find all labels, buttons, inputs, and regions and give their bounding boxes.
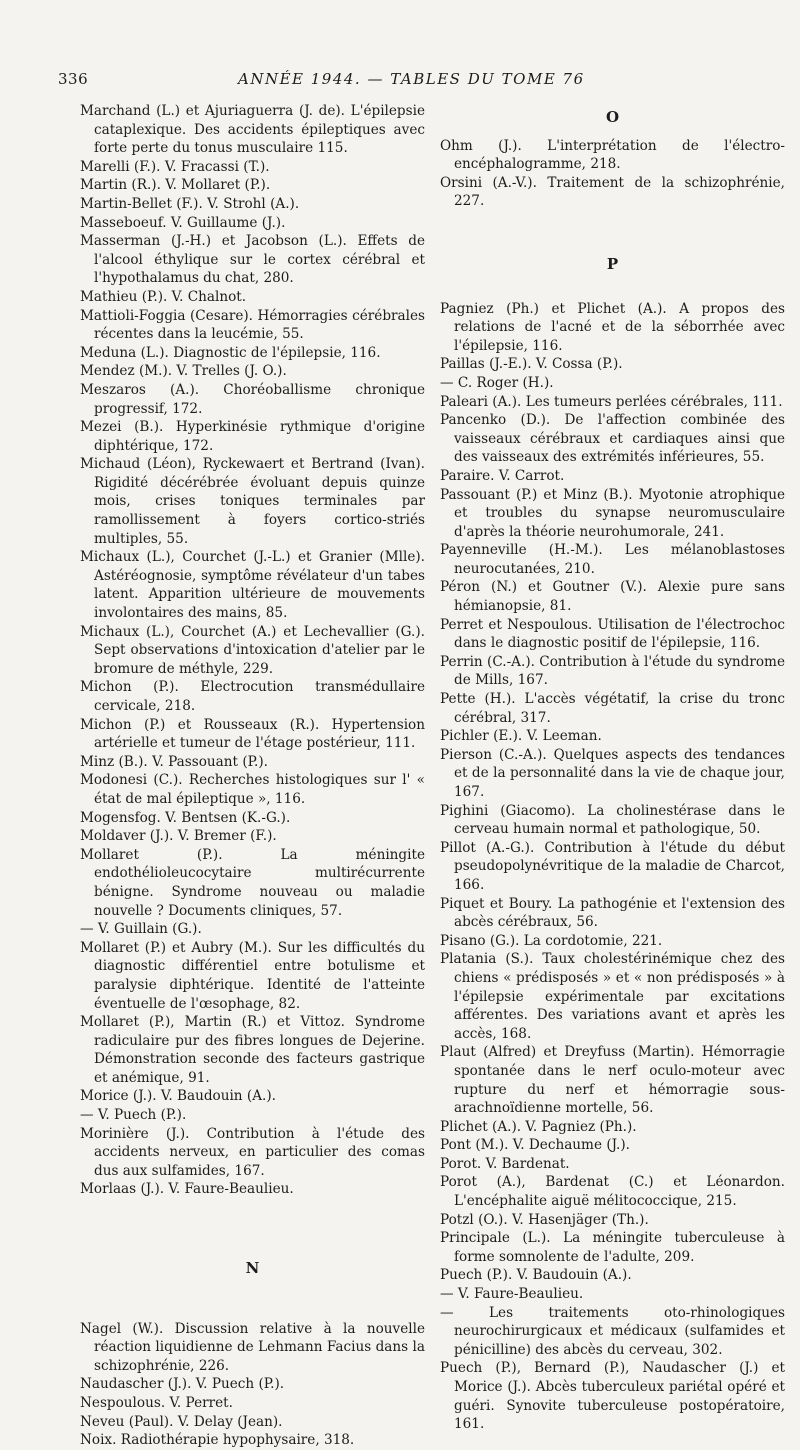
index-entry: Paillas (J.-E.). V. Cossa (P.). — [440, 356, 623, 373]
index-entry: Pillot (A.-G.). Contribution à l'étude du début pseudopolynévritique de la maladie de Charcot, 166. — [440, 839, 785, 893]
index-entry: Potzl (O.). V. Hasenjäger (Th.). — [440, 1211, 649, 1228]
index-entry: Puech (P.), Bernard (P.), Naudascher (J.) et Morice (J.). Abcès tuberculeux pariétal opéré et guéri. Synovite tuberculeuse postopératoire, 161. — [440, 1360, 785, 1433]
index-entry: Principale (L.). La méningite tuberculeuse à forme somnolente de l'adulte, 209. — [440, 1230, 785, 1265]
index-entry: Paleari (A.). Les tumeurs perlées cérébrales, 111. — [440, 393, 783, 410]
index-entry: Michon (P.) et Rousseaux (R.). Hypertension artérielle et tumeur de l'étage postérieur, 111. — [80, 716, 425, 752]
index-entry: Mattioli-Foggia (Cesare). Hémorragies cérébrales récentes dans la leucémie, 55. — [80, 307, 425, 343]
index-list-n — [80, 1320, 425, 1450]
index-entry: Martin (R.). V. Mollaret (P.). — [80, 177, 271, 194]
index-entry: Morlaas (J.). V. Faure-Beaulieu. — [80, 1181, 294, 1198]
right-column — [440, 102, 785, 1434]
index-entry: Puech (P.). V. Baudouin (A.). — [440, 1267, 632, 1284]
index-entry: Marchand (L.) et Ajuriaguerra (J. de). L'épilepsie cataplexique. Des accidents épileptiques avec forte perte du tonus musculaire 115. — [80, 103, 425, 157]
index-entry: Michon (P.). Electrocution transmédullaire cervicale, 218. — [80, 679, 425, 714]
index-list-p — [440, 300, 785, 1434]
index-entry: Platania (S.). Taux cholestérinémique chez des chiens « prédisposés » et « non prédisposés » à l'épilepsie expérimentale par excitations afférentes. Des variations avant et après les accès, 168. — [440, 951, 785, 1042]
index-entry: Porot. V. Bardenat. — [440, 1155, 570, 1172]
index-entry: Morice (J.). V. Baudouin (A.). — [80, 1088, 276, 1105]
index-list-o — [440, 137, 785, 211]
page-title: ANNÉE 1944. — TABLES DU TOME 76 — [238, 70, 585, 88]
index-entry: Mathieu (P.). V. Chalnot. — [80, 288, 247, 305]
index-entry: Ohm (J.). L'interprétation de l'électro-encéphalogramme, 218. — [440, 137, 785, 173]
index-entry: Martin-Bellet (F.). V. Strohl (A.). — [80, 195, 300, 212]
index-entry: Mollaret (P.) et Aubry (M.). Sur les difficultés du diagnostic différentiel entre botulisme et paralysie diphtérique. Identité de l'atteinte éventuelle de l'œsophage, 82. — [80, 939, 425, 1012]
index-entry: Plaut (Alfred) et Dreyfuss (Martin). Hémorragie spontanée dans le nerf oculo-moteur avec rupture du nerf et hémorragie sous-arachnoïdienne mortelle, 56. — [440, 1044, 785, 1117]
index-entry: — Les traitements oto-rhinologiques neurochirurgicaux et médicaux (sulfamides et pénicilline) des abcès du cerveau, 302. — [440, 1304, 785, 1358]
index-entry: Neveu (Paul). V. Delay (Jean). — [80, 1413, 283, 1430]
section-letter-p: P — [606, 254, 619, 273]
index-entry: Pisano (G.). La cordotomie, 221. — [440, 932, 663, 949]
index-entry: — V. Faure-Beaulieu. — [440, 1286, 584, 1303]
index-entry: Mollaret (P.), Martin (R.) et Vittoz. Syndrome radiculaire pur des fibres longues de Dejerine. Démonstration seconde des facteurs gastrique et anémique, 91. — [80, 1014, 425, 1086]
index-entry: Modonesi (C.). Recherches histologiques sur l' « état de mal épileptique », 116. — [80, 772, 425, 807]
section-letter-n: N — [245, 1259, 260, 1278]
index-entry: Masseboeuf. V. Guillaume (J.). — [80, 214, 286, 231]
index-entry: Moldaver (J.). V. Bremer (F.). — [80, 828, 277, 845]
index-entry: Péron (N.) et Goutner (V.). Alexie pure sans hémianopsie, 81. — [440, 579, 785, 615]
section-letter-o: O — [605, 108, 620, 126]
index-entry: Pont (M.). V. Dechaume (J.). — [440, 1137, 630, 1154]
index-entry: Pichler (E.). V. Leeman. — [440, 728, 602, 745]
index-entry: Pighini (Giacomo). La cholinestérase dans le cerveau humain normal et pathologique, 50. — [440, 802, 785, 838]
index-entry: Minz (B.). V. Passouant (P.). — [80, 753, 268, 770]
index-entry: Mendez (M.). V. Trelles (J. O.). — [80, 363, 287, 380]
index-entry: Pette (H.). L'accès végétatif, la crise du tronc cérébral, 317. — [440, 691, 785, 726]
index-entry: Piquet et Boury. La pathogénie et l'extension des abcès cérébraux, 56. — [440, 895, 785, 931]
index-entry: Orsini (A.-V.). Traitement de la schizophrénie, 227. — [440, 174, 785, 210]
left-column — [80, 102, 425, 1450]
index-entry: Mollaret (P.). La méningite endothélioleucocytaire multirécurrente bénigne. Syndrome nouveau ou maladie nouvelle ? Documents cliniques, 57. — [80, 846, 425, 919]
index-entry: Passouant (P.) et Minz (B.). Myotonie atrophique et troubles du synapse neuromusculaire d'après la théorie neurohumorale, 241. — [440, 486, 785, 540]
index-entry: Meduna (L.). Diagnostic de l'épilepsie, 116. — [80, 344, 381, 361]
index-entry: — C. Roger (H.). — [440, 374, 554, 391]
index-entry: Michaux (L.), Courchet (J.-L.) et Granier (Mlle). Astéréognosie, symptôme révélateur d'un tabes latent. Apparition ultérieure de mouvements involontaires des mains, 85. — [80, 549, 425, 622]
index-entry: Mezei (B.). Hyperkinésie rythmique d'origine diphtérique, 172. — [80, 419, 425, 454]
index-entry: Michaux (L.), Courchet (A.) et Lechevallier (G.). Sept observations d'intoxication d'atelier par le bromure de méthyle, 229. — [80, 623, 425, 677]
index-entry: Masserman (J.-H.) et Jacobson (L.). Effets de l'alcool éthylique sur le cortex cérébral et l'hypothalamus du chat, 280. — [80, 233, 425, 287]
index-entry: Marelli (F.). V. Fracassi (T.). — [80, 158, 270, 175]
index-entry: Meszaros (A.). Choréoballisme chronique progressif, 172. — [80, 381, 425, 417]
index-entry: Mogensfog. V. Bentsen (K.-G.). — [80, 809, 291, 826]
index-entry: Naudascher (J.). V. Puech (P.). — [80, 1376, 285, 1393]
index-entry: Paraire. V. Carrot. — [440, 467, 565, 484]
index-entry: Pierson (C.-A.). Quelques aspects des tendances et de la personnalité dans la vie de chaque jour, 167. — [440, 746, 785, 800]
index-list-m — [80, 102, 425, 1199]
page-number: 336 — [58, 70, 89, 88]
index-entry: Nespoulous. V. Perret. — [80, 1395, 233, 1411]
index-entry: Payenneville (H.-M.). Les mélanoblastoses neurocutanées, 210. — [440, 542, 785, 577]
index-entry: Pancenko (D.). De l'affection combinée des vaisseaux cérébraux et cardiaques ainsi que des vaisseaux des extrémités inférieures, 55. — [440, 412, 785, 466]
index-entry: Pagniez (Ph.) et Plichet (A.). A propos des relations de l'acné et de la séborrhée avec l'épilepsie, 116. — [440, 300, 785, 354]
index-entry: — V. Puech (P.). — [80, 1107, 187, 1124]
index-entry: Porot (A.), Bardenat (C.) et Léonardon. L'encéphalite aiguë mélitococcique, 215. — [440, 1174, 785, 1210]
index-entry: Perret et Nespoulous. Utilisation de l'électrochoc dans le diagnostic positif de l'épilepsie, 116. — [440, 616, 785, 652]
index-entry: Noix. Radiothérapie hypophysaire, 318. — [80, 1432, 355, 1449]
index-entry: — V. Guillain (G.). — [80, 921, 202, 938]
index-entry: Perrin (C.-A.). Contribution à l'étude du syndrome de Mills, 167. — [440, 653, 785, 689]
index-entry: Michaud (Léon), Ryckewaert et Bertrand (Ivan). Rigidité décérébrée évoluant depuis quinze mois, crises toniques terminales par ramollissement à foyers cortico-striés multiples, 55. — [80, 456, 425, 547]
index-entry: Morinière (J.). Contribution à l'étude des accidents nerveux, en particulier des comas dus aux sulfamides, 167. — [80, 1125, 425, 1179]
index-entry: Plichet (A.). V. Pagniez (Ph.). — [440, 1118, 637, 1135]
index-entry: Nagel (W.). Discussion relative à la nouvelle réaction liquidienne de Lehmann Facius dans la schizophrénie, 226. — [80, 1320, 425, 1374]
